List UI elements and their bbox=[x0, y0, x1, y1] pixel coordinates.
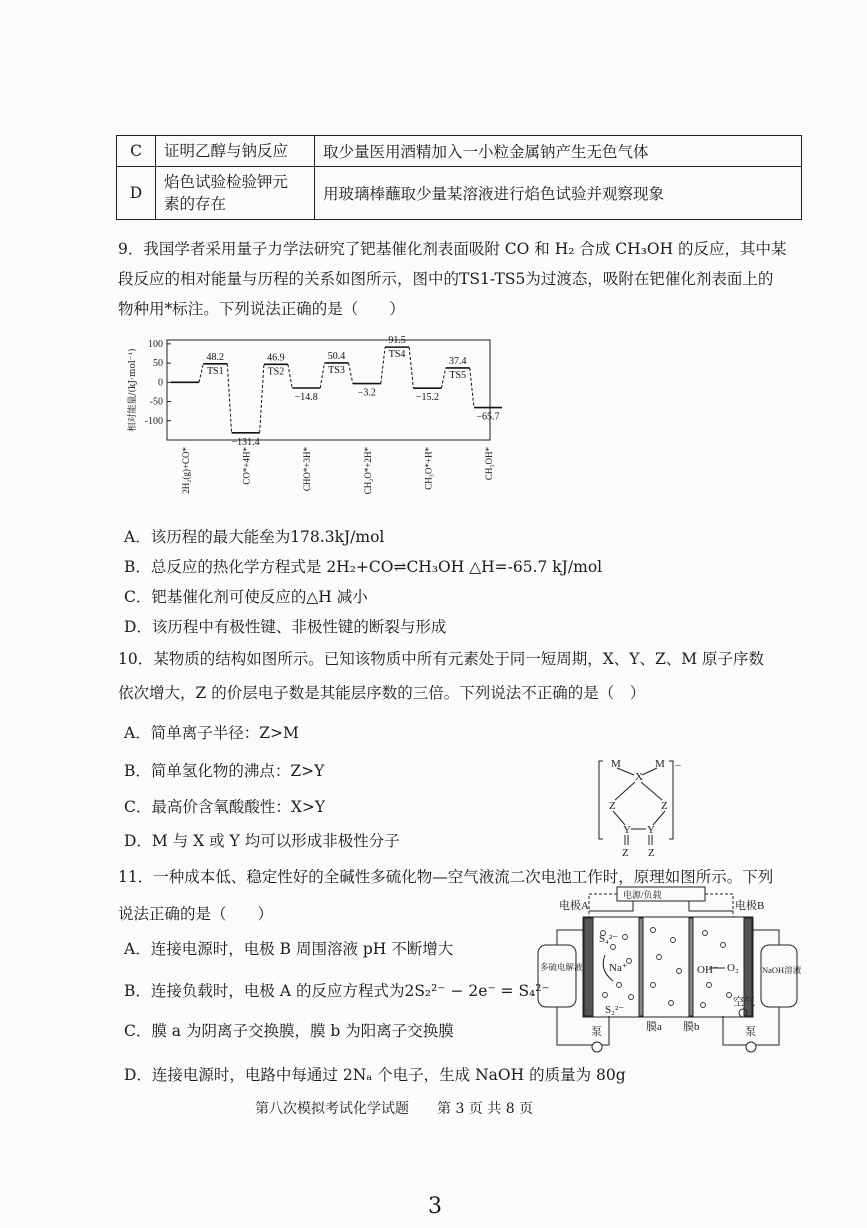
atom-z-bottom-left: Z bbox=[622, 847, 629, 859]
electrode-a-label: 电极A bbox=[559, 900, 589, 912]
oh-label: OH⁻ bbox=[697, 964, 719, 976]
row-method: 用玻璃棒蘸取少量某溶液进行焰色试验并观察现象 bbox=[315, 167, 802, 220]
x-category-label: CH₃O*+H* bbox=[423, 447, 434, 490]
atom-y-left: Y bbox=[623, 824, 631, 836]
q11-line2: 说法正确的是（ ） bbox=[118, 905, 274, 923]
q11-option-d: D．连接电源时，电路中每通过 2Nₐ 个电子，生成 NaOH 的质量为 80g bbox=[124, 1066, 626, 1084]
page-footer: 第八次模拟考试化学试题 第 3 页 共 8 页 bbox=[255, 1101, 534, 1117]
connector bbox=[349, 363, 353, 384]
q10-option-c: C．最高价含氧酸酸性：X>Y bbox=[124, 798, 326, 816]
table-row bbox=[117, 167, 802, 220]
y-tick-label: -100 bbox=[144, 415, 163, 427]
q11-line1: 11．一种成本低、稳定性好的全碱性多硫化物—空气液流二次电池工作时，原理如图所示。下列 bbox=[118, 868, 774, 886]
q11-option-c: C．膜 a 为阴离子交换膜，膜 b 为阳离子交换膜 bbox=[124, 1022, 454, 1040]
connector bbox=[199, 364, 203, 383]
q9-option-b: B．总反应的热化学方程式是 2H₂+CO⇌CH₃OH △H=-65.7 kJ/mol bbox=[124, 558, 603, 576]
ts-value-label: 91.5 bbox=[388, 335, 406, 347]
atom-z-right: Z bbox=[661, 800, 668, 812]
q10-line2: 依次增大，Z 的价层电子数是其能层序数的三倍。下列说法不正确的是（ ） bbox=[118, 684, 646, 702]
atom-m-right: M bbox=[655, 758, 665, 770]
ts-name-label: TS2 bbox=[267, 366, 285, 378]
q10-option-b: B．简单氢化物的沸点：Z>Y bbox=[124, 762, 325, 780]
ts-name-label: TS1 bbox=[206, 365, 224, 377]
state-value-label: −14.8 bbox=[294, 392, 318, 403]
atom-m-left: M bbox=[611, 758, 621, 770]
right-tank-label: NaOH溶液 bbox=[762, 965, 802, 975]
row-name: 证明乙醇与钠反应 bbox=[156, 136, 315, 167]
membrane-a-label: 膜a bbox=[646, 1021, 662, 1033]
q9-line3: 物种用*标注。下列说法正确的是（ ） bbox=[118, 300, 405, 318]
y-tick-label: -50 bbox=[149, 396, 163, 408]
s4-label: S₄²⁻ bbox=[599, 933, 619, 945]
membrane-a bbox=[639, 918, 643, 1016]
battery-diagram bbox=[533, 885, 803, 1060]
q10-option-a: A．简单离子半径：Z>M bbox=[124, 724, 299, 742]
connector bbox=[260, 364, 264, 433]
x-category-label: 2H₂(g)+CO* bbox=[181, 447, 191, 494]
connector bbox=[227, 364, 231, 433]
membrane-b-label: 膜b bbox=[683, 1021, 700, 1033]
connector bbox=[381, 347, 385, 383]
q9-line1: 9．我国学者采用量子力学法研究了钯基催化剂表面吸附 CO 和 H₂ 合成 CH₃OH 的反应，其中某 bbox=[118, 240, 787, 258]
pump-left-label: 泵 bbox=[591, 1026, 602, 1038]
y-axis-label: 相对能量/(kJ·mol⁻¹) bbox=[128, 348, 138, 432]
ts-value-label: 50.4 bbox=[327, 350, 346, 362]
o2-label: O₂ bbox=[727, 962, 739, 974]
atom-z-left: Z bbox=[609, 800, 616, 812]
connector bbox=[470, 368, 474, 408]
x-category-label: CH₃OH* bbox=[484, 447, 494, 481]
right-tank bbox=[761, 945, 797, 1007]
membrane-b bbox=[689, 918, 693, 1016]
q9-option-a: A．该历程的最大能垒为178.3kJ/mol bbox=[124, 528, 385, 546]
atom-y-right: Y bbox=[647, 824, 655, 836]
q11-option-a: A．连接电源时，电极 B 周围溶液 pH 不断增大 bbox=[124, 940, 454, 958]
connector bbox=[409, 347, 413, 388]
ts-name-label: TS3 bbox=[328, 364, 345, 376]
table-row bbox=[117, 136, 802, 167]
na-label: Na⁺ bbox=[609, 962, 628, 974]
q11-option-b-text: B．连接负载时，电极 A 的反应方程式为 bbox=[124, 982, 405, 1000]
q9-option-d: D．该历程中有极性键、非极性键的断裂与形成 bbox=[124, 618, 447, 636]
x-category-label: CHO*+3H* bbox=[302, 447, 313, 492]
row-name bbox=[156, 167, 315, 220]
air-label: 空气 bbox=[733, 996, 755, 1008]
state-value-label: −15.2 bbox=[415, 392, 439, 404]
ts-name-label: TS4 bbox=[388, 349, 406, 361]
q9-line2: 段反应的相对能量与历程的关系如图所示，图中的TS1-TS5为过渡态，吸附在钯催化剂表面上的 bbox=[118, 270, 774, 288]
electrode-a bbox=[584, 918, 593, 1016]
connector bbox=[288, 364, 292, 388]
charge: − bbox=[675, 760, 682, 772]
options-table bbox=[116, 135, 802, 220]
q11-option-b-equation: 2S₂²⁻ − 2e⁻ = S₄²⁻ bbox=[404, 982, 550, 1000]
left-tank bbox=[538, 945, 576, 1007]
state-value-label: −3.2 bbox=[357, 387, 376, 399]
x-category-label: CH₂O*+2H* bbox=[362, 447, 373, 495]
ts-value-label: 46.9 bbox=[267, 352, 285, 364]
connector bbox=[441, 368, 445, 388]
left-tank-label: 多硫电解液 bbox=[540, 962, 583, 972]
row-name-line2: 素的存在 bbox=[164, 195, 227, 213]
ts-name-label: TS5 bbox=[449, 369, 467, 381]
connector bbox=[320, 363, 324, 388]
atom-x: X bbox=[635, 771, 643, 783]
molecule-structure bbox=[585, 755, 695, 859]
ts-value-label: 48.2 bbox=[206, 351, 225, 363]
q10-line1: 10．某物质的结构如图所示。已知该物质中所有元素处于同一短周期，X、Y、Z、M 原子序数 bbox=[118, 650, 765, 668]
y-tick-label: 50 bbox=[153, 358, 163, 370]
q10-option-d: D．M 与 X 或 Y 均可以形成非极性分子 bbox=[124, 832, 400, 850]
page-number: 3 bbox=[428, 1194, 442, 1219]
ts-value-label: 37.4 bbox=[448, 355, 467, 367]
power-label: 电源/负载 bbox=[623, 890, 662, 900]
row-method: 取少量医用酒精加入一小粒金属钠产生无色气体 bbox=[315, 136, 802, 167]
row-name-line1: 焰色试验检验钾元 bbox=[164, 173, 289, 191]
x-category-label: CO*+4H* bbox=[241, 447, 252, 485]
energy-profile-chart bbox=[125, 335, 505, 515]
s2-label: S₂²⁻ bbox=[605, 1004, 625, 1016]
row-key: C bbox=[117, 136, 156, 167]
state-value-label: −131.4 bbox=[231, 436, 260, 448]
q11-option-b bbox=[124, 980, 550, 1002]
q9-option-c: C．钯基催化剂可使反应的△H 减小 bbox=[124, 588, 368, 606]
y-tick-label: 100 bbox=[148, 338, 163, 350]
pump-right-label: 泵 bbox=[745, 1026, 756, 1038]
row-key: D bbox=[117, 167, 156, 220]
y-tick-label: 0 bbox=[158, 377, 163, 389]
state-value-label: −65.7 bbox=[476, 411, 500, 423]
atom-z-bottom-right: Z bbox=[648, 847, 655, 859]
electrode-b-label: 电极B bbox=[735, 900, 765, 912]
